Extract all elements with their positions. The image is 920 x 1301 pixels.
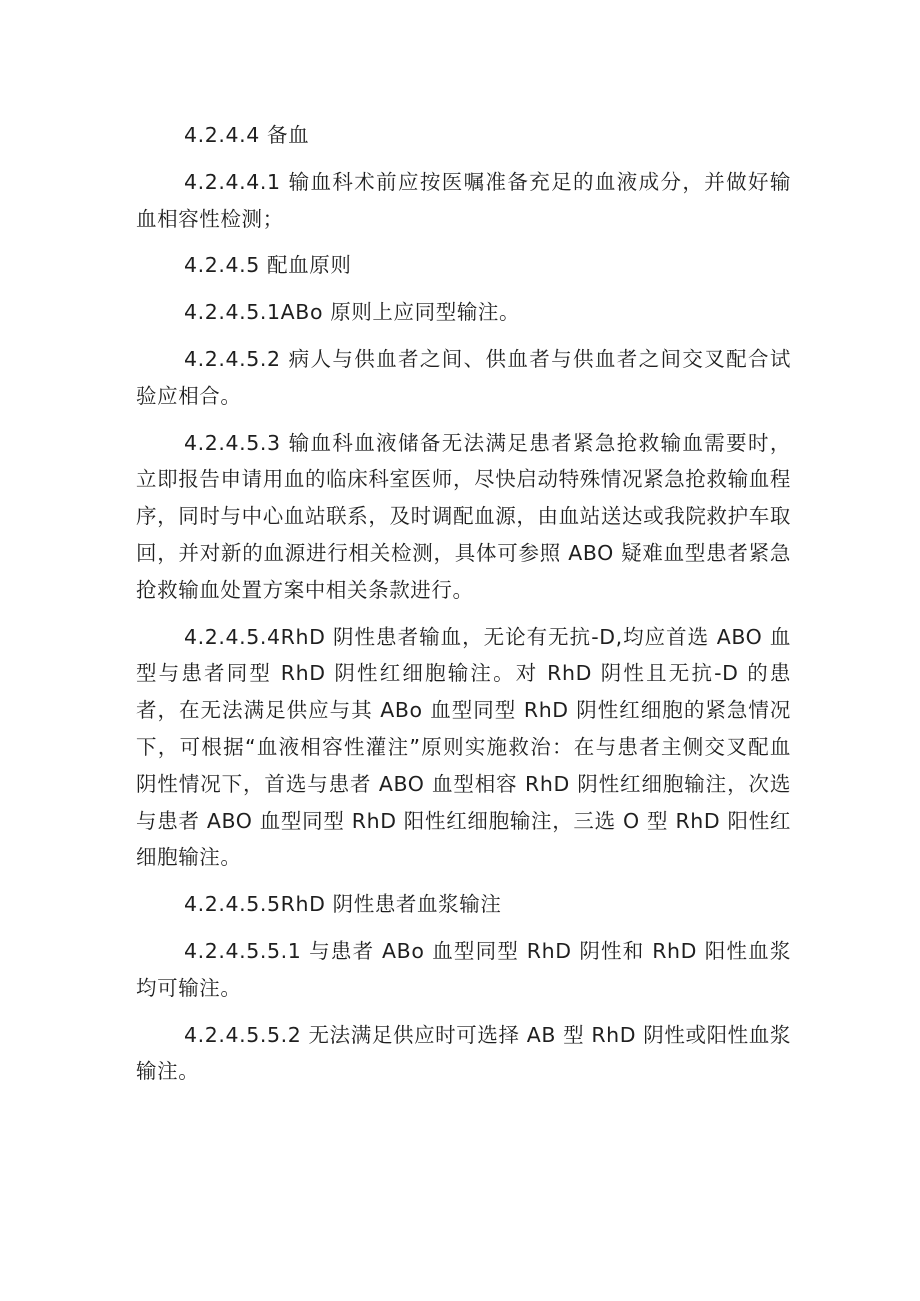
- clause-4-2-4-5-5-1: 4.2.4.5.5.1 与患者 ABo 血型同型 RhD 阴性和 RhD 阳性血浆均可输注。: [136, 938, 791, 1000]
- section-heading-4-2-4-4: 4.2.4.4 备血: [184, 123, 310, 147]
- clause-4-2-4-5-1: 4.2.4.5.1ABo 原则上应同型输注。: [184, 300, 521, 325]
- clause-4-2-4-5-4: 4.2.4.5.4RhD 阴性患者输血，无论有无抗-D,均应首选 ABO 血型与患者同型 RhD 阴性红细胞输注。对 RhD 阴性且无抗-D 的患者，在无法满足供应与其 ABo 血型同型 RhD 阴性红细胞的紧急情况下，可根据“血液相容性灌注”原则实施救治：在与患者主侧交叉配血阴性情况下，首选与患者 ABO 血型相容 RhD 阴性红细胞输注，次选与患者 ABO 血型同型 RhD 阳性红细胞输注，三选 O 型 RhD 阳性红细胞输注。: [136, 624, 791, 870]
- clause-4-2-4-4-1: 4.2.4.4.1 输血科术前应按医嘱准备充足的血液成分，并做好输血相容性检测；: [136, 169, 791, 231]
- section-heading-4-2-4-5: 4.2.4.5 配血原则: [184, 253, 352, 278]
- clause-4-2-4-5-2: 4.2.4.5.2 病人与供血者之间、供血者与供血者之间交叉配合试验应相合。: [136, 346, 791, 408]
- clause-4-2-4-5-5-2: 4.2.4.5.5.2 无法满足供应时可选择 AB 型 RhD 阴性或阳性血浆输注。: [136, 1022, 791, 1084]
- section-heading-4-2-4-5-5: 4.2.4.5.5RhD 阴性患者血浆输注: [184, 892, 502, 917]
- document-body: [136, 117, 791, 1100]
- clause-4-2-4-5-3: 4.2.4.5.3 输血科血液储备无法满足患者紧急抢救输血需要时，立即报告申请用血的临床科室医师，尽快启动特殊情况紧急抢救输血程序，同时与中心血站联系，及时调配血源，由血站送达或我院救护车取回，并对新的血源进行相关检测，具体可参照 ABO 疑难血型患者紧急抢救输血处置方案中相关条款进行。: [136, 430, 791, 602]
